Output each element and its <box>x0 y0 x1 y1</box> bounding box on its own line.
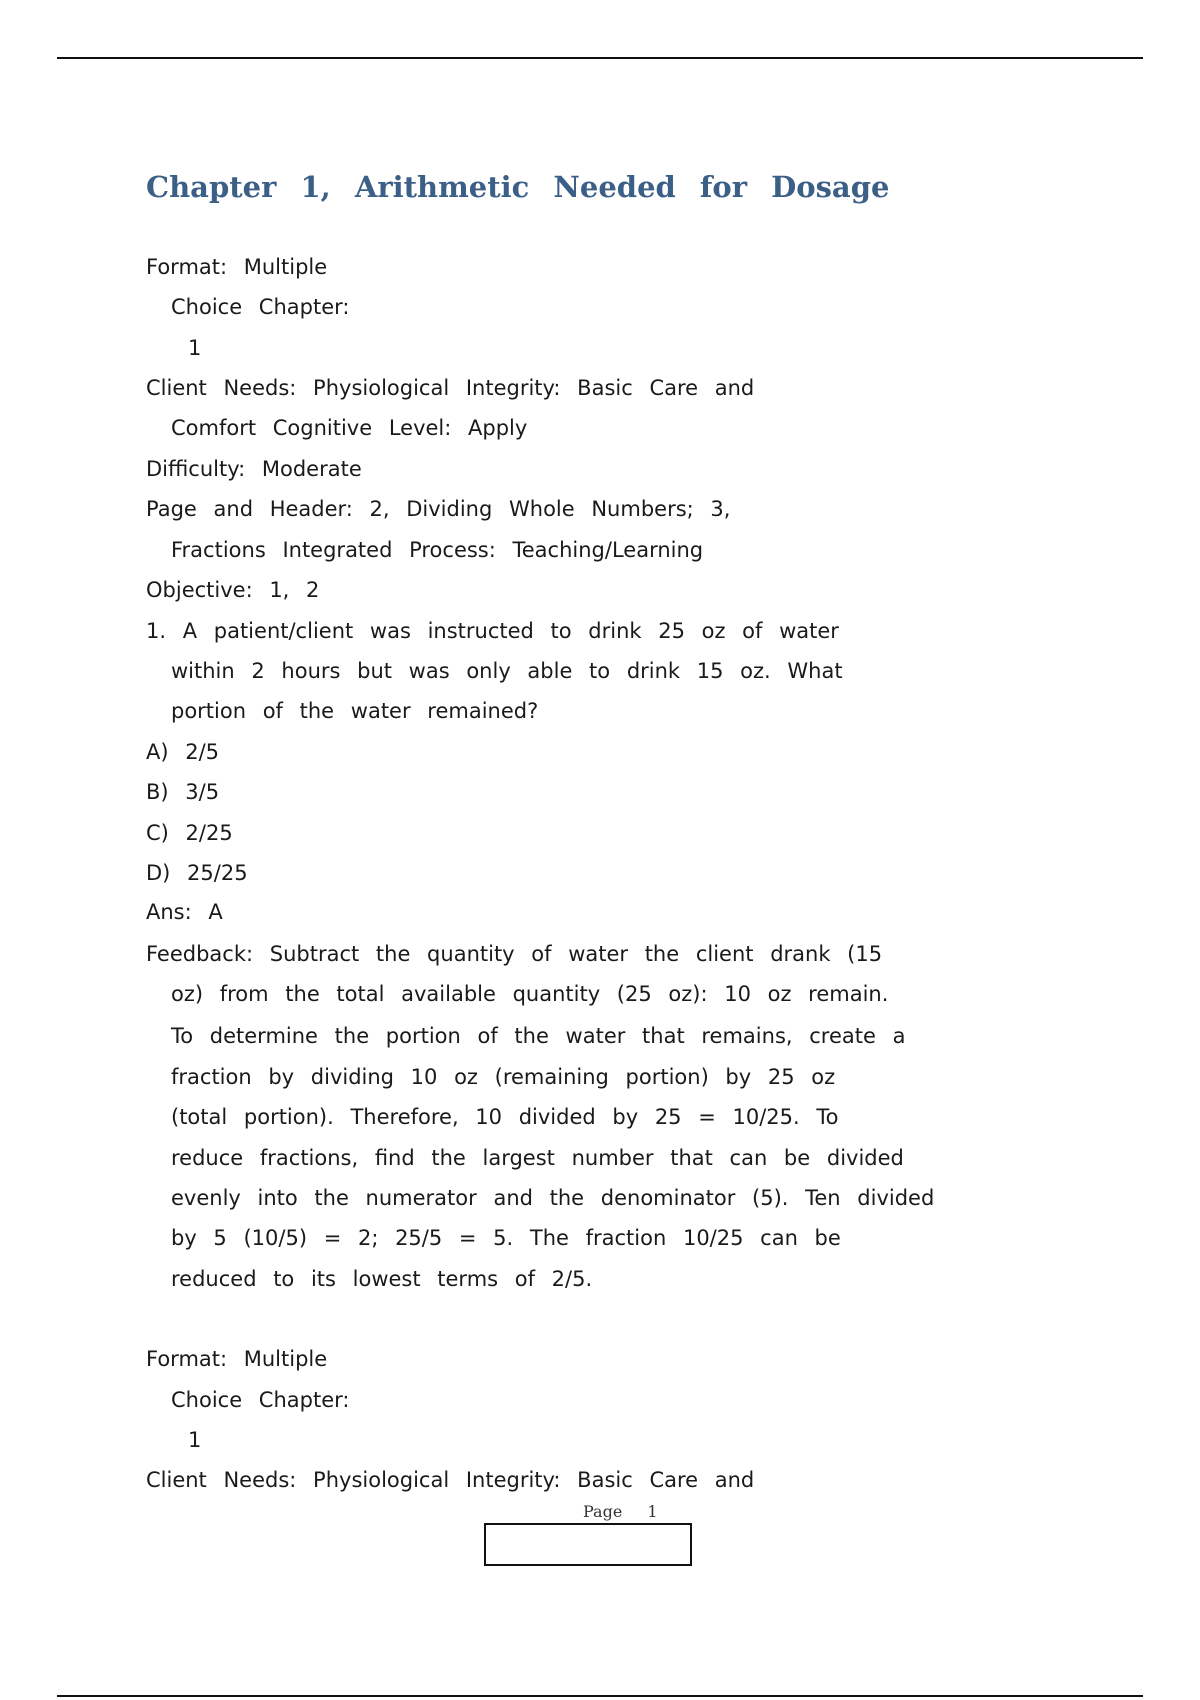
page-number-label: Page 1 <box>583 1502 658 1521</box>
feedback-line: by 5 (10/5) = 2; 25/5 = 5. The fraction 10/25 can be <box>171 1226 841 1250</box>
difficulty-line: Difficulty: Moderate <box>146 457 362 481</box>
fractions-process-line: Fractions Integrated Process: Teaching/Learning <box>171 538 704 562</box>
page-header-line: Page and Header: 2, Dividing Whole Numbers; 3, <box>146 497 731 521</box>
page-number-box <box>484 1523 692 1566</box>
question-text: 1. A patient/client was instructed to drink 25 oz of water <box>146 619 839 643</box>
client-needs-line: Client Needs: Physiological Integrity: Basic Care and <box>146 1468 755 1492</box>
option-a: A) 2/5 <box>146 740 220 764</box>
format-line: Format: Multiple <box>146 1347 328 1371</box>
feedback-line: (total portion). Therefore, 10 divided by 25 = 10/25. To <box>171 1105 839 1129</box>
option-b: B) 3/5 <box>146 780 220 804</box>
format-line: Format: Multiple <box>146 255 328 279</box>
option-c: C) 2/25 <box>146 821 233 845</box>
chapter-title: Chapter 1, Arithmetic Needed for Dosage <box>146 170 890 204</box>
choice-chapter-line: Choice Chapter: <box>171 1388 350 1412</box>
top-rule <box>57 57 1143 59</box>
feedback-line: fraction by dividing 10 oz (remaining portion) by 25 oz <box>171 1065 836 1089</box>
objective-line: Objective: 1, 2 <box>146 578 320 602</box>
chapter-number: 1 <box>188 1428 202 1452</box>
feedback-line: reduced to its lowest terms of 2/5. <box>171 1267 593 1291</box>
question-text: portion of the water remained? <box>171 699 539 723</box>
feedback-line: To determine the portion of the water that remains, create a <box>171 1024 906 1048</box>
feedback-line: oz) from the total available quantity (25 oz): 10 oz remain. <box>171 982 889 1006</box>
bottom-rule <box>57 1695 1143 1697</box>
feedback-line: evenly into the numerator and the denominator (5). Ten divided <box>171 1186 935 1210</box>
feedback-line: reduce fractions, find the largest number that can be divided <box>171 1146 904 1170</box>
question-text: within 2 hours but was only able to drink 15 oz. What <box>171 659 843 683</box>
choice-chapter-line: Choice Chapter: <box>171 295 350 319</box>
option-d: D) 25/25 <box>146 861 248 885</box>
answer-line: Ans: A <box>146 900 223 924</box>
feedback-line: Feedback: Subtract the quantity of water the client drank (15 <box>146 942 883 966</box>
comfort-cognitive-line: Comfort Cognitive Level: Apply <box>171 416 528 440</box>
chapter-number: 1 <box>188 336 202 360</box>
client-needs-line: Client Needs: Physiological Integrity: Basic Care and <box>146 376 755 400</box>
